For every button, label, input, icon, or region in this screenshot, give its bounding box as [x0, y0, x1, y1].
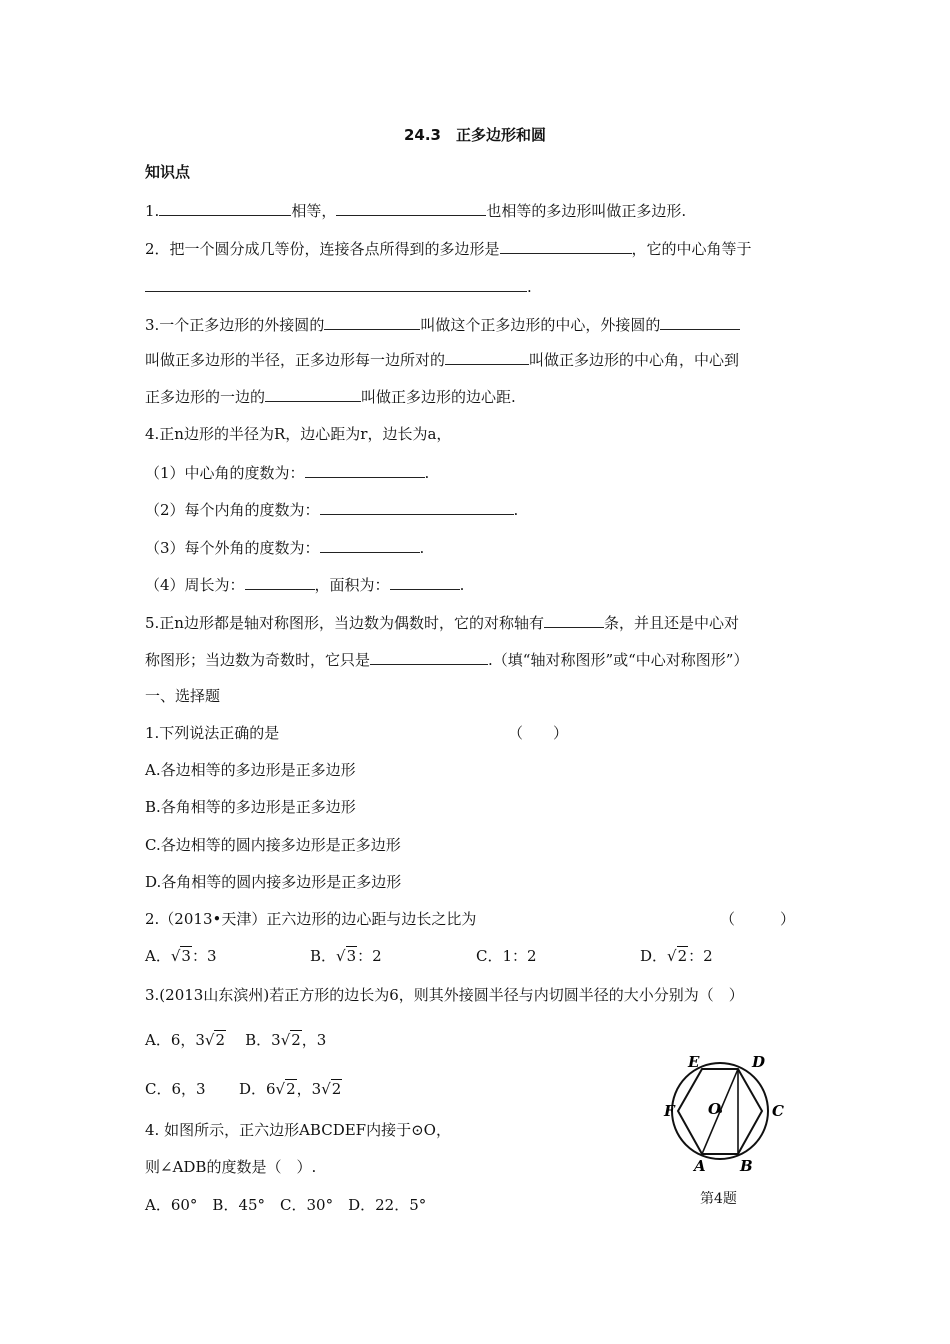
- label-e: E: [688, 1054, 700, 1071]
- choice-c[interactable]: C.各边相等的圆内接多边形是正多边形: [145, 836, 401, 854]
- item-text: .（填“轴对称图形”或“中心对称图形”）: [488, 651, 749, 669]
- label-a: A: [694, 1157, 706, 1175]
- choices-row-1: [145, 1030, 326, 1050]
- item-text: ，它的中心角等于: [631, 240, 752, 258]
- question-4-stem: 4. 如图所示，正六边形ABCDEF内接于⊙O，: [145, 1121, 451, 1139]
- item-text: .: [419, 539, 425, 557]
- choices-row-2: [145, 1079, 342, 1099]
- knowledge-item-3: [145, 314, 740, 335]
- label-f: F: [664, 1102, 675, 1120]
- fill-blank[interactable]: [370, 649, 488, 665]
- fill-blank[interactable]: [336, 200, 486, 216]
- knowledge-item-3-line3: [145, 386, 516, 407]
- question-4-choices[interactable]: A．60° B．45° C．30° D．22．5°: [145, 1196, 427, 1214]
- item-text: 叫做正多边形的半径，正多边形每一边所对的: [145, 351, 446, 369]
- item-text: 叫做这个正多边形的中心，外接圆的: [420, 316, 661, 334]
- item-text: 叫做正多边形的边心距.: [361, 388, 516, 406]
- choice-label: A．: [145, 947, 171, 965]
- sqrt-symbol: √3: [170, 947, 191, 965]
- choice-text: A．6，3: [145, 1031, 205, 1049]
- label-o: O: [708, 1100, 722, 1118]
- choice-label: D．: [640, 947, 668, 965]
- sqrt-symbol: √2: [275, 1080, 296, 1098]
- answer-paren[interactable]: （ ）: [508, 724, 569, 742]
- choice-d[interactable]: D.各角相等的圆内接多边形是正多边形: [145, 873, 402, 891]
- item-text: 3.一个正多边形的外接圆的: [145, 316, 325, 334]
- label-b: B: [740, 1157, 753, 1175]
- item-text: 称图形；当边数为奇数时，它只是: [145, 651, 371, 669]
- knowledge-item-4-2: [145, 499, 518, 520]
- item-text: .: [527, 278, 532, 296]
- sqrt-symbol: √2: [667, 947, 688, 965]
- item-text: （3）每个外角的度数为：: [145, 539, 320, 557]
- page-title: 24.3 正多边形和圆: [403, 126, 546, 144]
- knowledge-heading: 知识点: [145, 163, 191, 181]
- fill-blank[interactable]: [320, 499, 514, 515]
- radicand: 2: [677, 947, 688, 965]
- fill-blank[interactable]: [390, 574, 460, 590]
- figure-caption: 第4题: [700, 1191, 737, 1207]
- choice-c[interactable]: C．1：2: [476, 947, 537, 965]
- fill-blank[interactable]: [660, 314, 740, 330]
- section-heading: 一、选择题: [145, 687, 221, 705]
- item-text: 正多边形的一边的: [145, 388, 266, 406]
- question-2-stem: 2.（2013•天津）正六边形的边心距与边长之比为: [145, 910, 477, 928]
- fill-blank[interactable]: [500, 238, 632, 254]
- item-text: 5.正n边形都是轴对称图形，当边数为偶数时，它的对称轴有: [145, 614, 544, 632]
- item-text: ，面积为：: [314, 576, 390, 594]
- knowledge-item-3-line2: [145, 349, 739, 370]
- item-text: （4）周长为：: [145, 576, 245, 594]
- choice-c[interactable]: C．6，3: [145, 1080, 206, 1098]
- choice-text: D．6: [238, 1080, 276, 1098]
- sqrt-symbol: √2: [321, 1080, 342, 1098]
- choice-b[interactable]: B.各角相等的多边形是正多边形: [145, 798, 356, 816]
- choice-text: ：2: [688, 947, 713, 965]
- item-text: .: [513, 501, 519, 519]
- knowledge-item-2: [145, 238, 752, 259]
- choice-b[interactable]: [310, 946, 382, 966]
- choice-d[interactable]: [239, 1079, 342, 1099]
- fill-blank[interactable]: [265, 386, 361, 402]
- knowledge-item-4-3: [145, 537, 424, 558]
- radicand: 2: [286, 1080, 296, 1098]
- knowledge-item-4-4: [145, 574, 464, 595]
- question-4-line2: 则∠ADB的度数是（ ）.: [145, 1158, 317, 1176]
- item-text: .: [424, 464, 430, 482]
- question-3-stem: 3.(2013山东滨州)若正方形的边长为6，则其外接圆半径与内切圆半径的大小分别为（ ）: [145, 986, 744, 1004]
- item-text: （1）中心角的度数为：: [145, 464, 305, 482]
- radicand: 3: [346, 947, 357, 965]
- knowledge-item-2-line2: [145, 276, 532, 297]
- fill-blank[interactable]: [305, 462, 425, 478]
- radicand: 3: [181, 947, 191, 965]
- fill-blank[interactable]: [245, 574, 315, 590]
- item-text: 也相等的多边形叫做正多边形.: [486, 202, 687, 220]
- hexagon-circle-figure: [660, 1054, 790, 1209]
- knowledge-item-5-line2: [145, 649, 748, 670]
- choice-text: ，3: [296, 1080, 322, 1098]
- answer-paren[interactable]: （ ）: [720, 910, 796, 928]
- fill-blank[interactable]: [145, 276, 527, 292]
- choice-d[interactable]: [640, 946, 713, 966]
- item-text: 叫做正多边形的中心角，中心到: [529, 351, 740, 369]
- knowledge-item-4: 4.正n边形的半径为R，边心距为r，边长为a，: [145, 425, 452, 443]
- knowledge-item-5: [145, 612, 739, 633]
- choice-a[interactable]: [145, 1030, 226, 1050]
- knowledge-item-4-1: [145, 462, 429, 483]
- item-text: 条，并且还是中心对: [603, 614, 739, 632]
- choice-label: B．: [310, 947, 337, 965]
- sqrt-symbol: √3: [336, 947, 357, 965]
- item-text: （2）每个内角的度数为：: [145, 501, 320, 519]
- choice-a[interactable]: A.各边相等的多边形是正多边形: [145, 761, 356, 779]
- fill-blank[interactable]: [320, 537, 420, 553]
- fill-blank[interactable]: [445, 349, 529, 365]
- item-text: 2．把一个圆分成几等份，连接各点所得到的多边形是: [145, 240, 500, 258]
- fill-blank[interactable]: [544, 612, 604, 628]
- choice-a[interactable]: [145, 946, 217, 966]
- choice-text: ，3: [301, 1031, 327, 1049]
- item-number: 1.: [145, 202, 160, 220]
- label-c: C: [772, 1102, 784, 1120]
- choice-b[interactable]: [245, 1030, 326, 1050]
- choice-text: ：2: [357, 947, 382, 965]
- knowledge-item-1: [145, 200, 686, 221]
- label-d: D: [752, 1054, 766, 1071]
- choice-text: ：3: [191, 947, 217, 965]
- radicand: 2: [215, 1031, 226, 1049]
- sqrt-symbol: √2: [280, 1031, 301, 1049]
- choice-text: B．3: [245, 1031, 281, 1049]
- radicand: 2: [291, 1031, 301, 1049]
- item-text: 相等，: [291, 202, 337, 220]
- question-1-stem: 1.下列说法正确的是: [145, 724, 280, 742]
- radicand: 2: [331, 1080, 342, 1098]
- item-text: .: [459, 576, 465, 594]
- fill-blank[interactable]: [159, 200, 291, 216]
- sqrt-symbol: √2: [204, 1031, 226, 1049]
- fill-blank[interactable]: [324, 314, 420, 330]
